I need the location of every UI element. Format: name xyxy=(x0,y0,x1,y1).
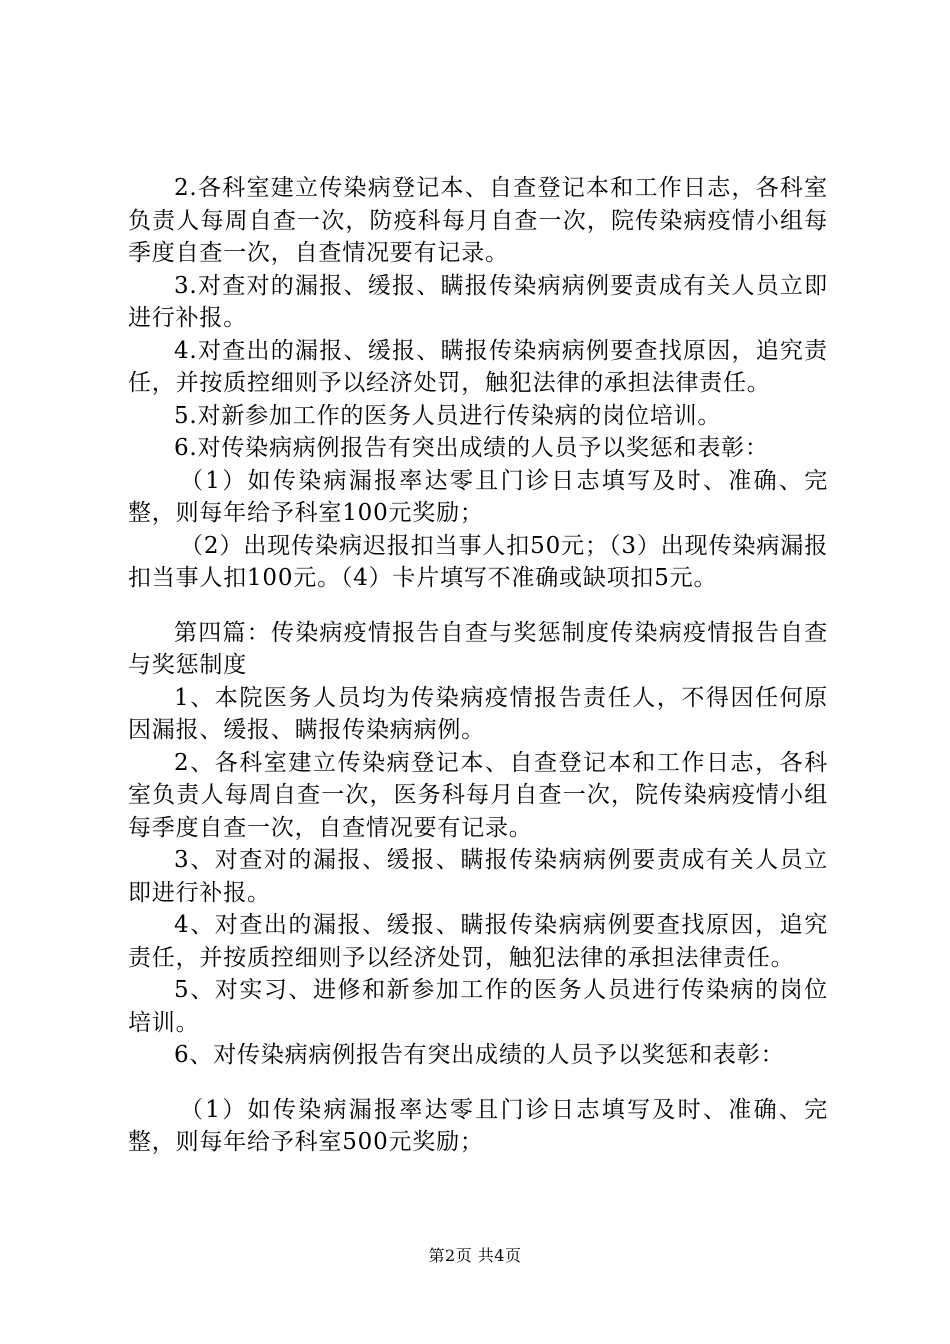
paragraph: 2.各科室建立传染病登记本、自查登记本和工作日志，各科室负责人每周自查一次，防疫科每月自查一次，院传染病疫情小组每季度自查一次，自查情况要有记录。 xyxy=(128,175,828,266)
section-title: 第四篇：传染病疫情报告自查与奖惩制度传染病疫情报告自查与奖惩制度 xyxy=(128,619,828,678)
paragraph: 2、各科室建立传染病登记本、自查登记本和工作日志，各科室负责人每周自查一次，医务科每月自查一次，院传染病疫情小组每季度自查一次，自查情况要有记录。 xyxy=(128,749,828,841)
paragraph: 5.对新参加工作的医务人员进行传染病的岗位培训。 xyxy=(174,402,722,429)
paragraph: 6.对传染病病例报告有突出成绩的人员予以奖惩和表彰： xyxy=(174,435,769,461)
paragraph: （2）出现传染病迟报扣当事人扣50元；（3）出现传染病漏报扣当事人扣100元。（4）卡片填写不准确或缺项扣5元。 xyxy=(128,532,828,591)
paragraph: 3.对查对的漏报、缓报、瞒报传染病病例要责成有关人员立即进行补报。 xyxy=(128,272,828,331)
paragraph: 4.对查出的漏报、缓报、瞒报传染病病例要查找原因，追究责任，并按质控细则予以经济处罚，触犯法律的承担法律责任。 xyxy=(128,337,828,396)
paragraph: 6、对传染病病例报告有突出成绩的人员予以奖惩和表彰： xyxy=(174,1042,785,1068)
paragraph: 1、本院医务人员均为传染病疫情报告责任人，不得因任何原因漏报、缓报、瞒报传染病病例。 xyxy=(128,684,828,743)
document-body xyxy=(128,172,828,1159)
paragraph: （1）如传染病漏报率达零且门诊日志填写及时、准确、完整，则每年给予科室100元奖励； xyxy=(128,467,828,526)
paragraph: 4、对查出的漏报、缓报、瞒报传染病病例要查找原因，追究责任，并按质控细则予以经济处罚，触犯法律的承担法律责任。 xyxy=(128,912,828,971)
paragraph: 3、对查对的漏报、缓报、瞒报传染病病例要责成有关人员立即进行补报。 xyxy=(128,847,828,906)
paragraph: （1）如传染病漏报率达零且门诊日志填写及时、准确、完整，则每年给予科室500元奖励； xyxy=(128,1096,828,1155)
page-footer: 第2页 共4页 xyxy=(428,1246,522,1265)
paragraph: 5、对实习、进修和新参加工作的医务人员进行传染病的岗位培训。 xyxy=(128,977,828,1036)
